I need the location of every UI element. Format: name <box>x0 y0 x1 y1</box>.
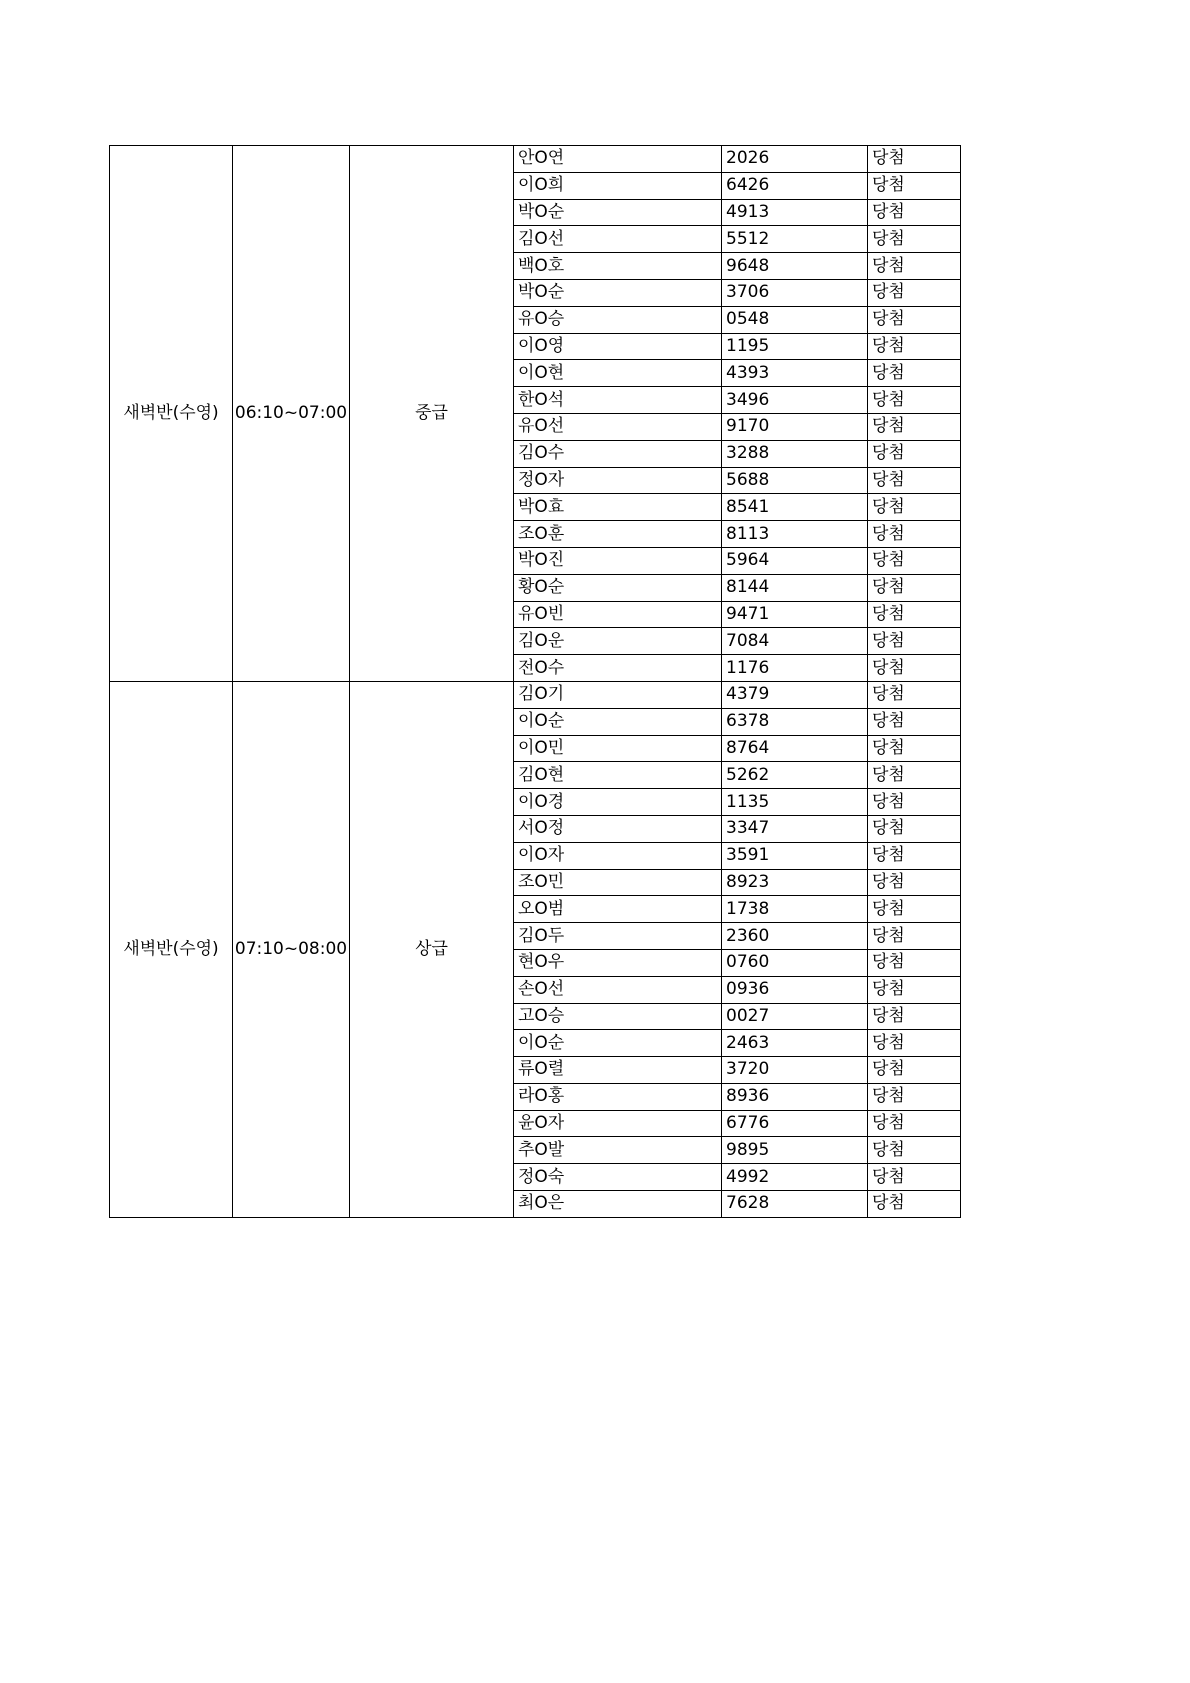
status-cell: 당첨 <box>868 574 961 601</box>
number-cell: 4913 <box>722 199 868 226</box>
number-cell: 9648 <box>722 253 868 280</box>
status-cell: 당첨 <box>868 172 961 199</box>
name-cell: 이O영 <box>514 333 722 360</box>
number-cell: 6776 <box>722 1110 868 1137</box>
name-cell: 조O민 <box>514 869 722 896</box>
status-cell: 당첨 <box>868 1191 961 1218</box>
name-cell: 김O운 <box>514 628 722 655</box>
status-cell: 당첨 <box>868 146 961 173</box>
status-cell: 당첨 <box>868 869 961 896</box>
status-cell: 당첨 <box>868 306 961 333</box>
status-cell: 당첨 <box>868 440 961 467</box>
name-cell: 이O순 <box>514 1030 722 1057</box>
name-cell: 이O희 <box>514 172 722 199</box>
name-cell: 이O경 <box>514 789 722 816</box>
name-cell: 김O선 <box>514 226 722 253</box>
name-cell: 박O순 <box>514 199 722 226</box>
name-cell: 김O두 <box>514 923 722 950</box>
time-cell: 06:10~07:00 <box>233 146 350 682</box>
name-cell: 유O승 <box>514 306 722 333</box>
number-cell: 6378 <box>722 708 868 735</box>
number-cell: 3496 <box>722 387 868 414</box>
time-cell: 07:10~08:00 <box>233 681 350 1217</box>
status-cell: 당첨 <box>868 896 961 923</box>
name-cell: 조O훈 <box>514 521 722 548</box>
name-cell: 현O우 <box>514 949 722 976</box>
name-cell: 이O현 <box>514 360 722 387</box>
number-cell: 4393 <box>722 360 868 387</box>
status-cell: 당첨 <box>868 708 961 735</box>
lottery-result-table <box>109 145 961 1218</box>
class-name-cell: 새벽반(수영) <box>110 681 233 1217</box>
status-cell: 당첨 <box>868 815 961 842</box>
status-cell: 당첨 <box>868 360 961 387</box>
number-cell: 6426 <box>722 172 868 199</box>
status-cell: 당첨 <box>868 1164 961 1191</box>
status-cell: 당첨 <box>868 1083 961 1110</box>
status-cell: 당첨 <box>868 1137 961 1164</box>
name-cell: 박O효 <box>514 494 722 521</box>
class-name-cell: 새벽반(수영) <box>110 146 233 682</box>
status-cell: 당첨 <box>868 601 961 628</box>
name-cell: 이O순 <box>514 708 722 735</box>
name-cell: 라O홍 <box>514 1083 722 1110</box>
status-cell: 당첨 <box>868 199 961 226</box>
number-cell: 2463 <box>722 1030 868 1057</box>
status-cell: 당첨 <box>868 547 961 574</box>
number-cell: 0548 <box>722 306 868 333</box>
name-cell: 고O승 <box>514 1003 722 1030</box>
status-cell: 당첨 <box>868 949 961 976</box>
status-cell: 당첨 <box>868 735 961 762</box>
number-cell: 5964 <box>722 547 868 574</box>
name-cell: 정O자 <box>514 467 722 494</box>
name-cell: 최O은 <box>514 1191 722 1218</box>
status-cell: 당첨 <box>868 521 961 548</box>
name-cell: 류O렬 <box>514 1057 722 1084</box>
number-cell: 3288 <box>722 440 868 467</box>
number-cell: 8113 <box>722 521 868 548</box>
number-cell: 0760 <box>722 949 868 976</box>
number-cell: 8923 <box>722 869 868 896</box>
number-cell: 5688 <box>722 467 868 494</box>
name-cell: 김O현 <box>514 762 722 789</box>
number-cell: 2026 <box>722 146 868 173</box>
name-cell: 유O빈 <box>514 601 722 628</box>
number-cell: 1738 <box>722 896 868 923</box>
number-cell: 9895 <box>722 1137 868 1164</box>
name-cell: 손O선 <box>514 976 722 1003</box>
status-cell: 당첨 <box>868 1057 961 1084</box>
name-cell: 백O호 <box>514 253 722 280</box>
name-cell: 이O민 <box>514 735 722 762</box>
status-cell: 당첨 <box>868 655 961 682</box>
number-cell: 4992 <box>722 1164 868 1191</box>
number-cell: 1176 <box>722 655 868 682</box>
number-cell: 9471 <box>722 601 868 628</box>
name-cell: 오O범 <box>514 896 722 923</box>
status-cell: 당첨 <box>868 681 961 708</box>
status-cell: 당첨 <box>868 279 961 306</box>
name-cell: 이O자 <box>514 842 722 869</box>
table-row <box>110 681 961 708</box>
name-cell: 서O정 <box>514 815 722 842</box>
status-cell: 당첨 <box>868 789 961 816</box>
status-cell: 당첨 <box>868 923 961 950</box>
status-cell: 당첨 <box>868 628 961 655</box>
status-cell: 당첨 <box>868 467 961 494</box>
level-cell: 중급 <box>350 146 514 682</box>
name-cell: 유O선 <box>514 413 722 440</box>
name-cell: 김O기 <box>514 681 722 708</box>
number-cell: 8541 <box>722 494 868 521</box>
number-cell: 8764 <box>722 735 868 762</box>
number-cell: 7084 <box>722 628 868 655</box>
name-cell: 안O연 <box>514 146 722 173</box>
status-cell: 당첨 <box>868 333 961 360</box>
number-cell: 4379 <box>722 681 868 708</box>
number-cell: 0027 <box>722 1003 868 1030</box>
number-cell: 8144 <box>722 574 868 601</box>
table-row <box>110 146 961 173</box>
number-cell: 0936 <box>722 976 868 1003</box>
name-cell: 한O석 <box>514 387 722 414</box>
name-cell: 정O숙 <box>514 1164 722 1191</box>
name-cell: 박O진 <box>514 547 722 574</box>
number-cell: 1135 <box>722 789 868 816</box>
name-cell: 추O발 <box>514 1137 722 1164</box>
number-cell: 2360 <box>722 923 868 950</box>
status-cell: 당첨 <box>868 494 961 521</box>
number-cell: 3591 <box>722 842 868 869</box>
name-cell: 윤O자 <box>514 1110 722 1137</box>
number-cell: 3347 <box>722 815 868 842</box>
number-cell: 1195 <box>722 333 868 360</box>
status-cell: 당첨 <box>868 253 961 280</box>
table-body <box>110 146 961 1218</box>
name-cell: 황O순 <box>514 574 722 601</box>
number-cell: 5512 <box>722 226 868 253</box>
status-cell: 당첨 <box>868 842 961 869</box>
status-cell: 당첨 <box>868 387 961 414</box>
number-cell: 3706 <box>722 279 868 306</box>
number-cell: 3720 <box>722 1057 868 1084</box>
name-cell: 박O순 <box>514 279 722 306</box>
status-cell: 당첨 <box>868 1003 961 1030</box>
status-cell: 당첨 <box>868 1030 961 1057</box>
level-cell: 상급 <box>350 681 514 1217</box>
name-cell: 김O수 <box>514 440 722 467</box>
status-cell: 당첨 <box>868 762 961 789</box>
number-cell: 9170 <box>722 413 868 440</box>
status-cell: 당첨 <box>868 226 961 253</box>
name-cell: 전O수 <box>514 655 722 682</box>
status-cell: 당첨 <box>868 413 961 440</box>
number-cell: 8936 <box>722 1083 868 1110</box>
status-cell: 당첨 <box>868 1110 961 1137</box>
status-cell: 당첨 <box>868 976 961 1003</box>
number-cell: 7628 <box>722 1191 868 1218</box>
number-cell: 5262 <box>722 762 868 789</box>
